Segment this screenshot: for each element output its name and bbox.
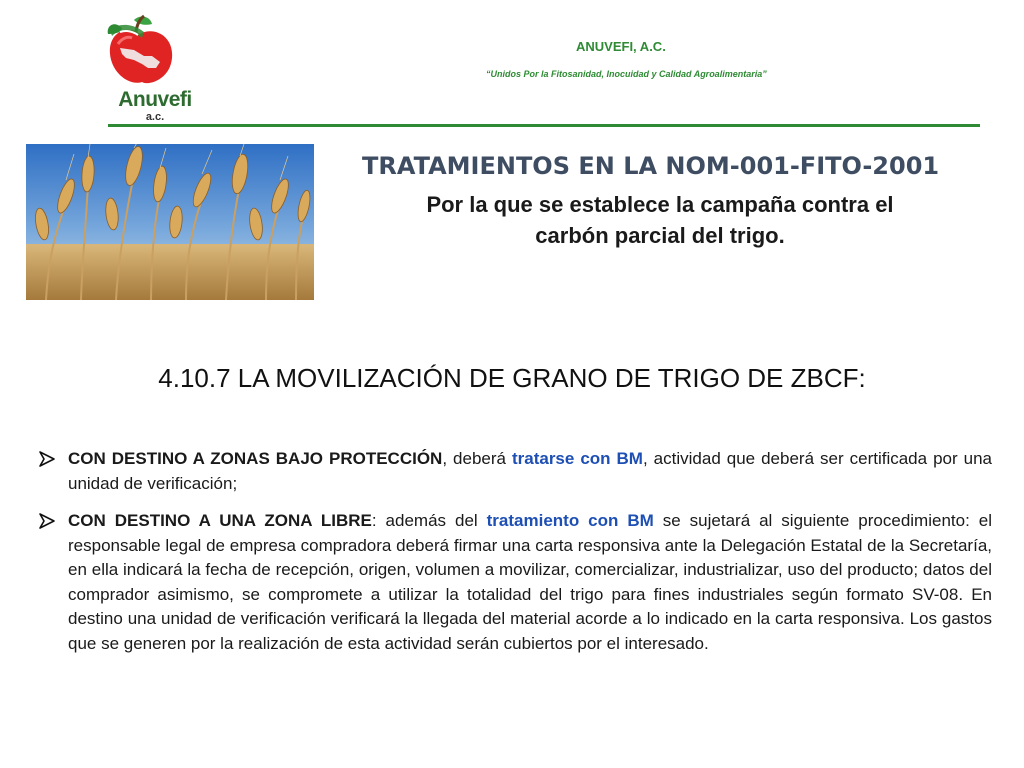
wheat-field-image	[26, 144, 314, 300]
logo-wordmark: Anuvefi	[118, 88, 192, 111]
arrow-bullet-icon	[38, 450, 56, 468]
bullet-lead: CON DESTINO A UNA ZONA LIBRE	[68, 511, 372, 530]
bullet-text: , deberá	[442, 449, 512, 468]
bullet-text: , actividad que deberá ser certificada por una unidad de verificación;	[68, 449, 992, 493]
org-name: ANUVEFI, A.C.	[576, 39, 666, 54]
slide-title: TRATAMIENTOS EN LA NOM-001-FITO-2001	[362, 152, 940, 180]
header-divider	[108, 124, 980, 127]
bullet-highlight: tratarse con BM	[511, 449, 643, 468]
bullet-text: se sujetará al siguiente procedimiento: el responsable legal de empresa compradora deberá firmar una carta responsiva ante la Delegación Estatal de la Secretaría, en ella indicará la fecha de recepción, origen, volumen a movilizar, comercializar, industrializar, uso del producto; datos del comprador asimismo, se compromete a utilizar la totalidad del trigo para fines industriales según formato SV-08. En destino una unidad de verificación verificará la llegada del material acorde a lo indicado en la carta responsiva. Los gastos que se generen por la realización de esta actividad serán cubiertos por el interesado.	[68, 511, 992, 653]
org-motto: “Unidos Por la Fitosanidad, Inocuidad y Calidad Agroalimentaria”	[486, 69, 767, 79]
section-heading: 4.10.7 LA MOVILIZACIÓN DE GRANO DE TRIGO DE ZBCF:	[158, 363, 866, 393]
list-item	[36, 447, 992, 496]
bullet-text: : además del	[371, 511, 487, 530]
bullet-highlight: tratamiento con BM	[486, 511, 654, 530]
logo-subtext: a.c.	[145, 111, 165, 123]
subtitle-line-1: Por la que se establece la campaña contra el	[426, 192, 894, 217]
apple-mexico-icon	[100, 10, 210, 90]
arrow-bullet-icon	[38, 512, 56, 530]
bullet-list	[36, 447, 992, 669]
list-item	[36, 509, 992, 656]
bullet-lead: CON DESTINO A ZONAS BAJO PROTECCIÓN	[68, 449, 443, 468]
anuvefi-logo	[100, 10, 210, 125]
slide-subtitle	[340, 189, 980, 251]
subtitle-line-2: carbón parcial del trigo.	[535, 223, 785, 248]
